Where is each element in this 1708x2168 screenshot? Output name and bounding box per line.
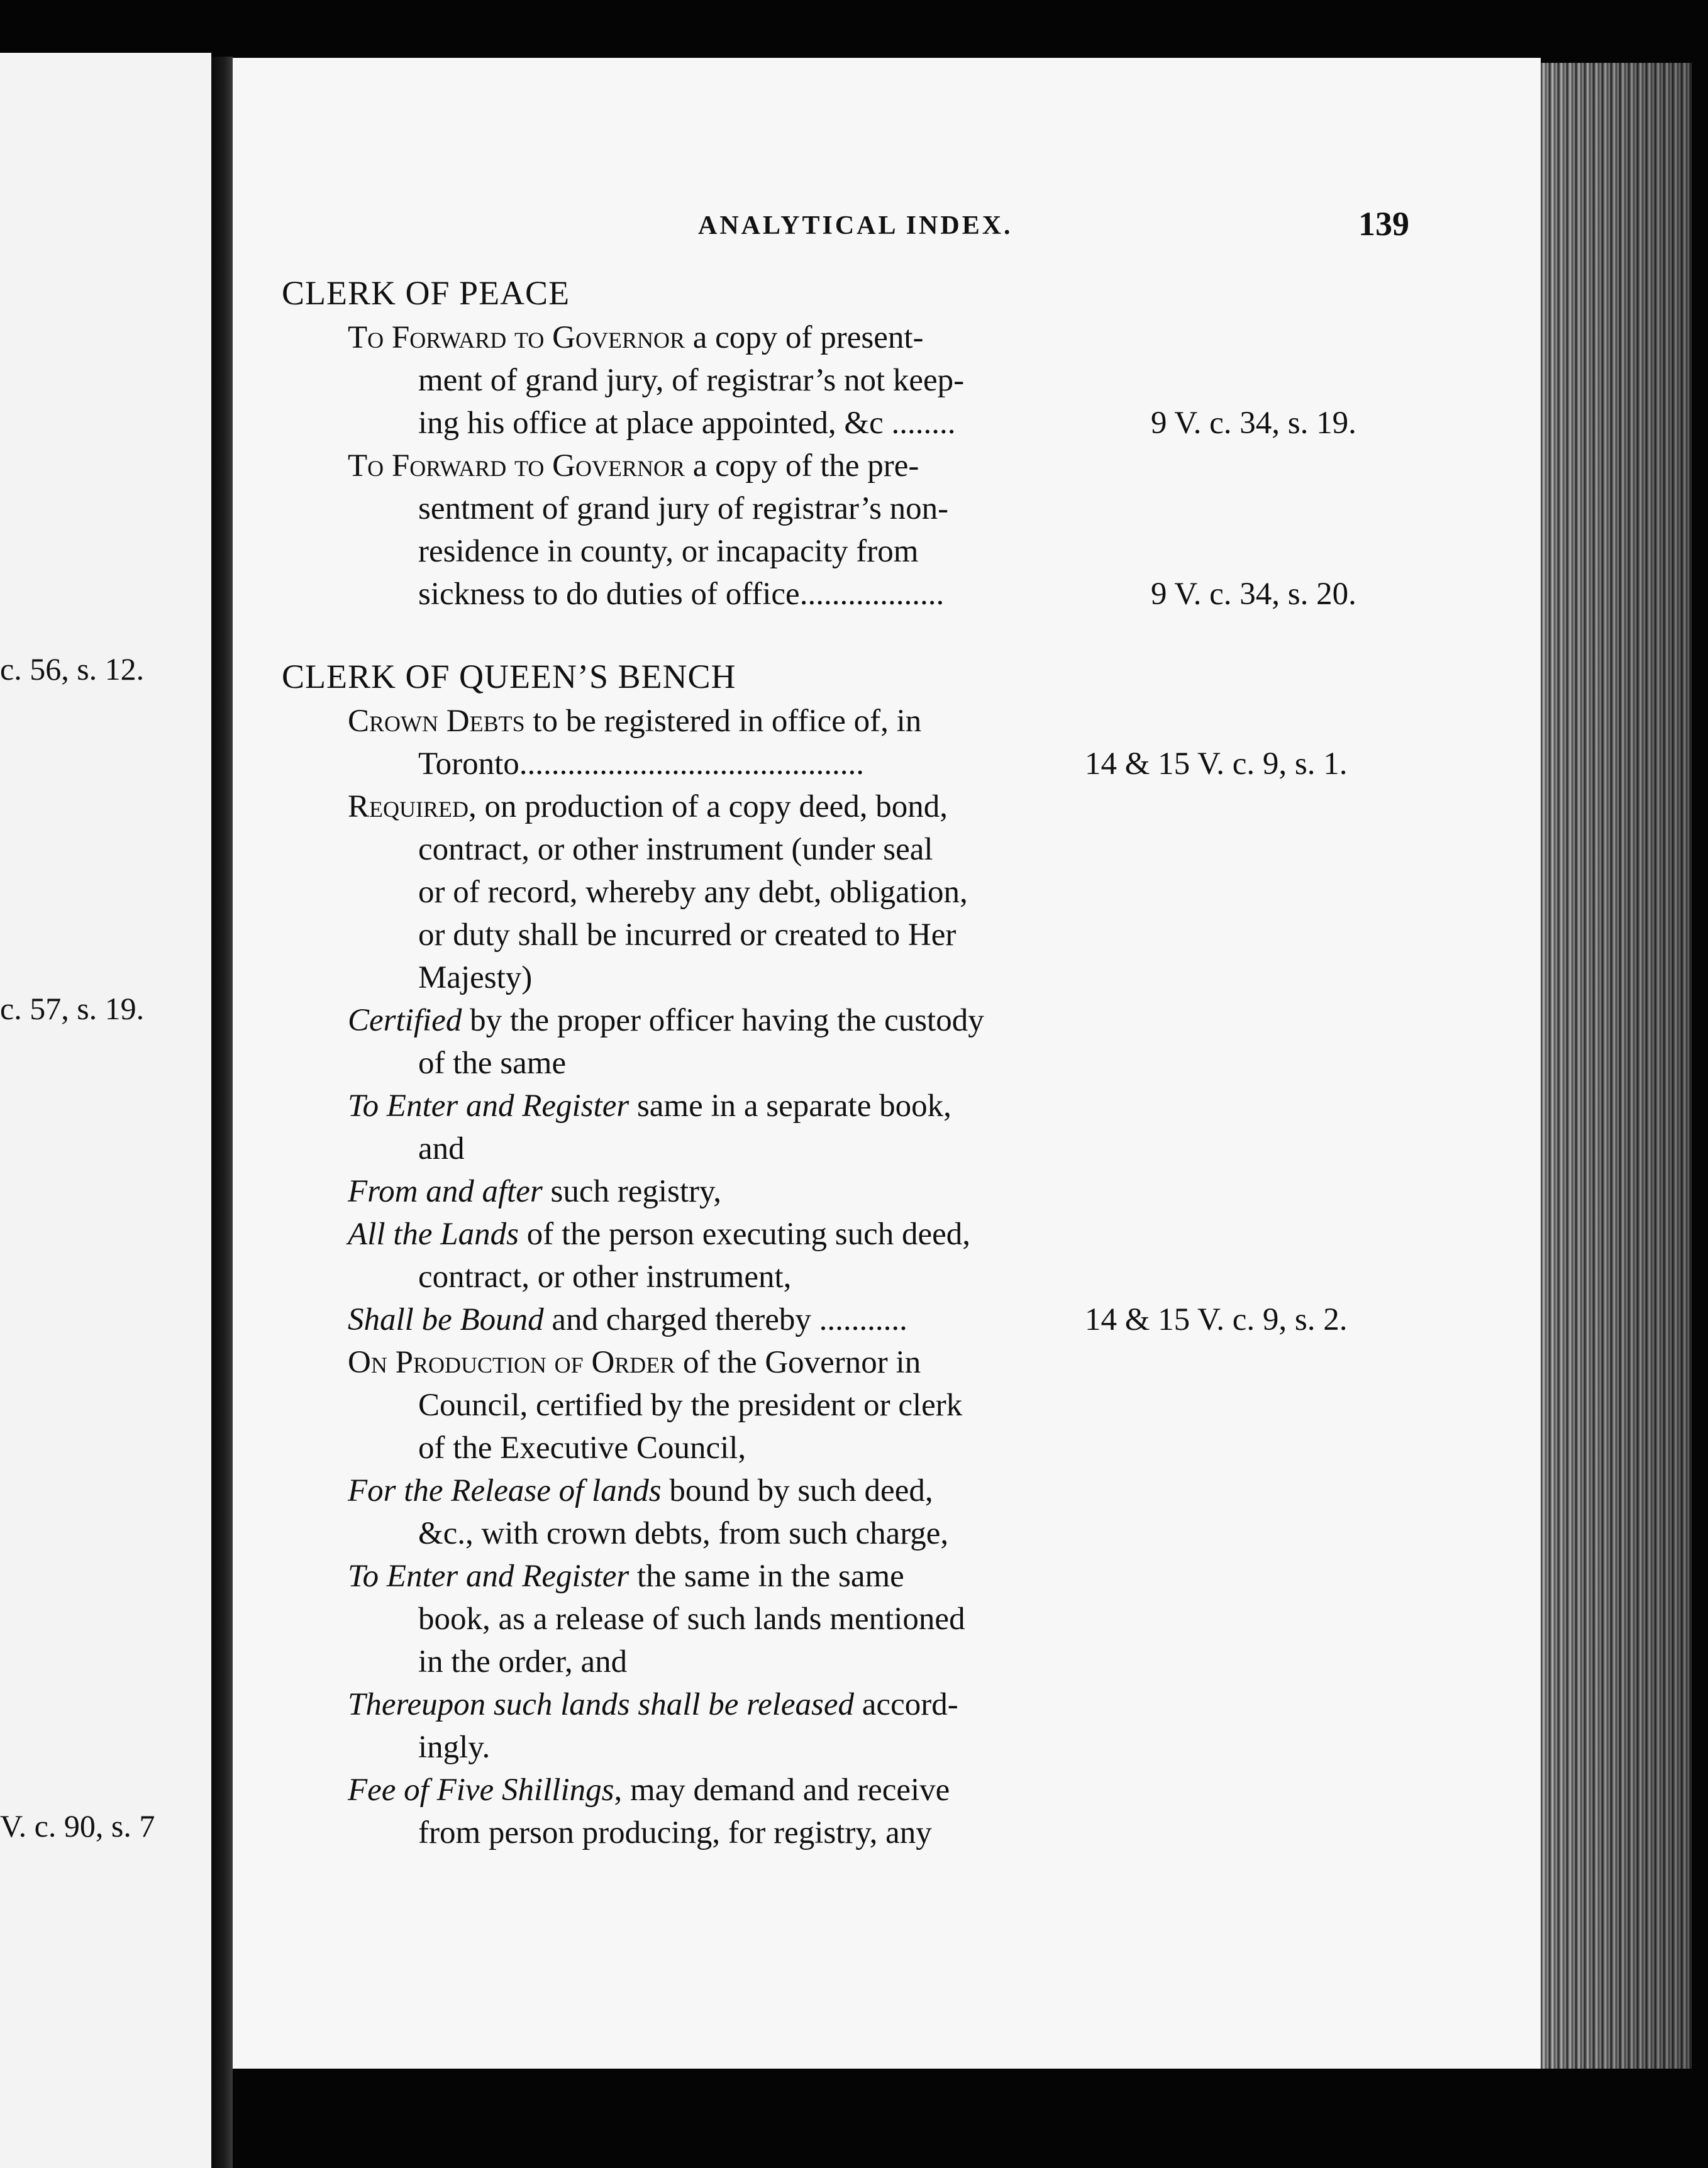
index-line: and: [418, 1131, 465, 1166]
running-head: ANALYTICAL INDEX.: [698, 211, 1013, 240]
line-text: bound by such deed,: [661, 1473, 933, 1508]
index-line: book, as a release of such lands mentioned: [418, 1601, 965, 1637]
index-line: in the order, and: [418, 1644, 628, 1679]
index-line: [348, 1558, 904, 1595]
line-text: to be registered in office of, in: [524, 704, 922, 739]
index-line: [348, 319, 923, 356]
index-line: sentment of grand jury of registrar’s non-: [418, 491, 949, 526]
index-line: of the same: [418, 1046, 567, 1081]
lead-small-caps: To Forward to Governor: [348, 320, 685, 355]
line-text: a copy of the pre-: [684, 448, 919, 484]
index-line: Majesty): [418, 960, 533, 995]
line-text: of the person executing such deed,: [519, 1217, 971, 1252]
line-text: the same in the same: [629, 1559, 904, 1594]
line-text: same in a separate book,: [629, 1088, 951, 1124]
lead-small-caps: Crown Debts: [348, 704, 525, 739]
index-line: of the Executive Council,: [418, 1430, 746, 1466]
section-heading-clerk-of-peace: CLERK OF PEACE: [282, 274, 570, 312]
line-text: , may demand and receive: [614, 1773, 950, 1808]
lead-small-caps: Required: [348, 789, 469, 824]
index-line: or duty shall be incurred or created to Her: [418, 917, 957, 953]
lead-italic: For the Release of lands: [348, 1473, 662, 1508]
section-heading-clerk-of-queens-bench: CLERK OF QUEEN’S BENCH: [282, 658, 736, 695]
page-edges-shade: [1541, 63, 1692, 2088]
statute-ref: 9 V. c. 34, s. 19.: [1151, 406, 1356, 441]
line-text: and charged thereby ...........: [543, 1302, 907, 1337]
index-line: [348, 448, 919, 484]
facing-page: [0, 53, 211, 2168]
index-line: [348, 1473, 933, 1509]
line-text: such registry,: [542, 1174, 721, 1209]
index-line: [348, 788, 948, 825]
index-line: or of record, whereby any debt, obligation,: [418, 875, 968, 910]
lead-italic: Fee of Five Shillings: [348, 1773, 614, 1808]
index-line: [348, 1772, 950, 1808]
index-line: residence in county, or incapacity from: [418, 534, 919, 569]
statute-ref: 14 & 15 V. c. 9, s. 1.: [1085, 746, 1348, 782]
statute-ref: 14 & 15 V. c. 9, s. 2.: [1085, 1302, 1348, 1337]
index-line: ingly.: [418, 1730, 491, 1765]
index-line: sickness to do duties of office..................: [418, 577, 945, 612]
line-text: , on production of a copy deed, bond,: [469, 789, 948, 824]
index-line: Council, certified by the president or clerk: [418, 1388, 963, 1423]
lead-italic: To Enter and Register: [348, 1559, 629, 1594]
index-line: [348, 1686, 958, 1723]
index-line: &c., with crown debts, from such charge,: [418, 1516, 949, 1551]
lead-small-caps: To Forward to Governor: [348, 448, 685, 484]
lead-italic: To Enter and Register: [348, 1088, 629, 1124]
index-line: ment of grand jury, of registrar’s not keep-: [418, 363, 965, 398]
index-line: [348, 1344, 921, 1381]
index-line: [348, 1173, 721, 1210]
lead-italic: From and after: [348, 1174, 543, 1209]
index-line: contract, or other instrument,: [418, 1259, 792, 1295]
index-line: contract, or other instrument (under seal: [418, 832, 933, 867]
facing-page-ref-1: c. 56, s. 12.: [0, 651, 145, 687]
line-text: of the Governor in: [675, 1345, 921, 1380]
statute-ref: 9 V. c. 34, s. 20.: [1151, 577, 1356, 612]
lead-italic: Thereupon such lands shall be released: [348, 1687, 855, 1722]
line-text: a copy of present-: [684, 320, 924, 355]
index-line: [348, 1002, 984, 1039]
index-line: [348, 1088, 951, 1124]
index-line: [348, 1302, 907, 1338]
lead-italic: Certified: [348, 1003, 462, 1038]
page-number: 139: [1358, 205, 1409, 243]
facing-page-ref-2: c. 57, s. 19.: [0, 991, 145, 1026]
lead-small-caps: On Production of Order: [348, 1345, 675, 1380]
book-gutter: [211, 57, 233, 2168]
lead-italic: All the Lands: [348, 1217, 519, 1252]
index-line: [348, 703, 921, 739]
facing-page-ref-3: V. c. 90, s. 7: [0, 1808, 155, 1844]
index-line: [348, 1216, 970, 1253]
index-line: from person producing, for registry, any: [418, 1815, 932, 1850]
line-text: accord-: [854, 1687, 958, 1722]
index-line: Toronto...........................................: [418, 746, 864, 782]
lead-italic: Shall be Bound: [348, 1302, 544, 1337]
index-line: ing his office at place appointed, &c ........: [418, 406, 956, 441]
bottom-shadow: [233, 2069, 1708, 2168]
line-text: by the proper officer having the custody: [462, 1003, 984, 1038]
